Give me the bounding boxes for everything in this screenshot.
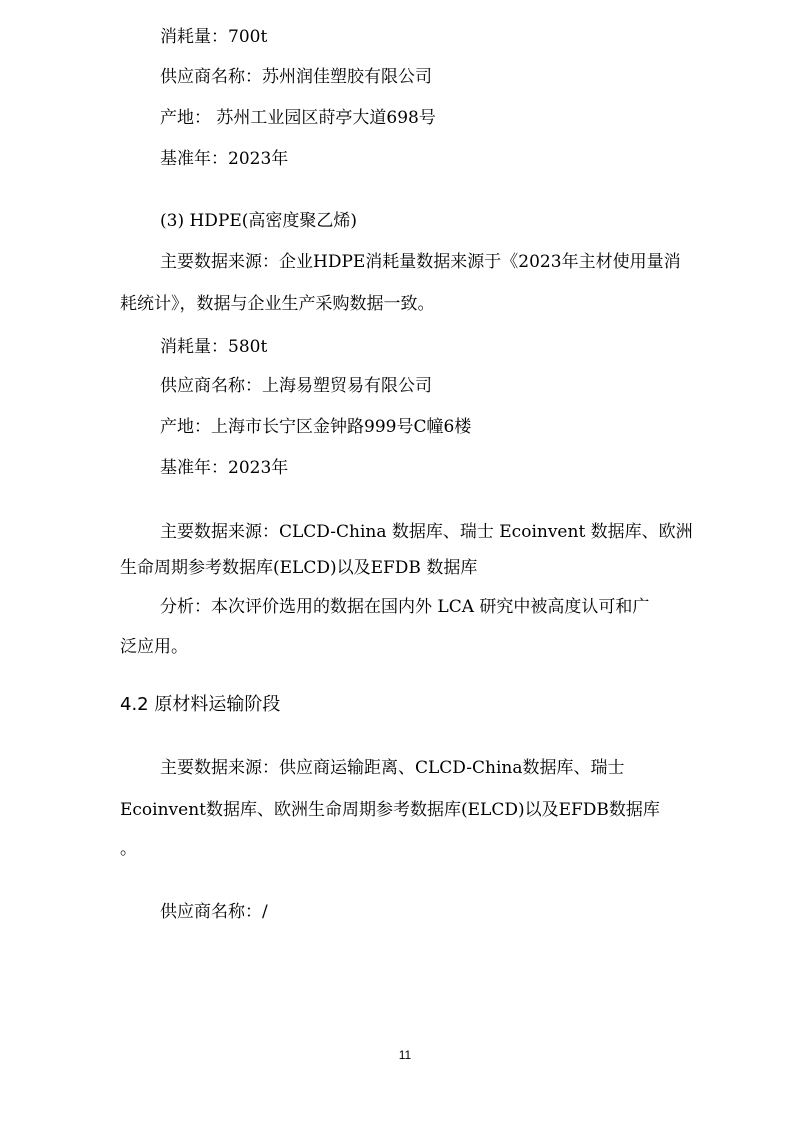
page-number: 11 bbox=[398, 1048, 412, 1062]
transport-source-line3: 。 bbox=[120, 839, 137, 859]
analysis-line1: 分析：本次评价选用的数据在国内外 LCA 研究中被高度认可和广 bbox=[160, 597, 650, 617]
transport-source-line2: Ecoinvent数据库、欧洲生命周期参考数据库(ELCD)以及EFDB数据库 bbox=[120, 800, 660, 820]
data-source-line2: 生命周期参考数据库(ELCD)以及EFDB 数据库 bbox=[120, 558, 478, 578]
base-year-1: 基准年：2023年 bbox=[160, 149, 289, 169]
hdpe-source-line2: 耗统计》，数据与企业生产采购数据一致。 bbox=[120, 294, 435, 314]
transport-source-line1: 主要数据来源：供应商运输距离、CLCD-China数据库、瑞士 bbox=[160, 758, 625, 778]
origin-shanghai: 产地：上海市长宁区金钟路999号C幢6楼 bbox=[160, 417, 472, 437]
section-heading-4-2: 4.2 原材料运输阶段 bbox=[120, 694, 281, 715]
origin-suzhou: 产地： 苏州工业园区莳亭大道698号 bbox=[160, 108, 436, 128]
consumption-580t: 消耗量：580t bbox=[160, 337, 268, 357]
hdpe-source-line1: 主要数据来源：企业HDPE消耗量数据来源于《2023年主材使用量消 bbox=[160, 252, 681, 272]
consumption-700t: 消耗量：700t bbox=[160, 27, 268, 47]
hdpe-title: (3) HDPE(高密度聚乙烯) bbox=[160, 211, 358, 231]
base-year-2: 基准年：2023年 bbox=[160, 458, 289, 478]
supplier-yisu: 供应商名称：上海易塑贸易有限公司 bbox=[160, 376, 432, 396]
supplier-runjia: 供应商名称：苏州润佳塑胶有限公司 bbox=[160, 67, 432, 87]
analysis-line2: 泛应用。 bbox=[120, 637, 188, 657]
transport-supplier: 供应商名称：/ bbox=[160, 902, 268, 922]
data-source-line1: 主要数据来源：CLCD-China 数据库、瑞士 Ecoinvent 数据库、欧洲 bbox=[160, 522, 693, 542]
